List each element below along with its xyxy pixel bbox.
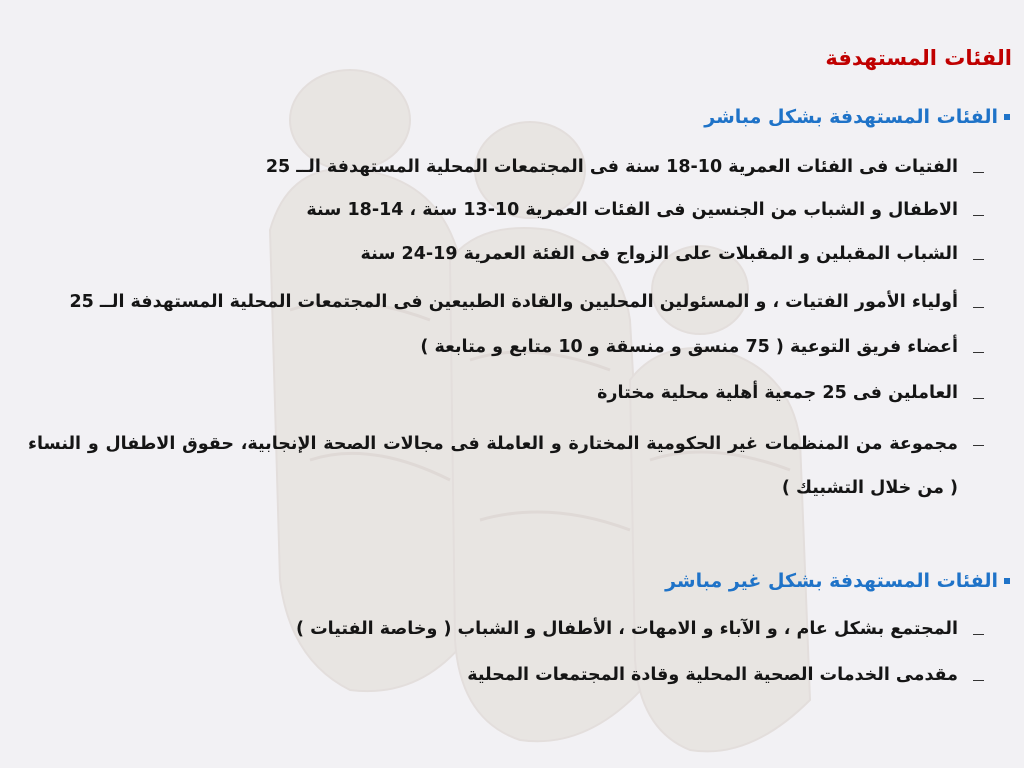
square-bullet-icon bbox=[1004, 114, 1010, 120]
list-item: مجموعة من المنظمات غير الحكومية المختارة و العاملة فى مجالات الصحة الإنجابية، حقوق الاطفال و النساء ( من خلال التشبيك ) bbox=[28, 434, 958, 498]
section-heading-indirect bbox=[665, 570, 1010, 592]
section-heading-label: الفئات المستهدفة بشكل مباشر bbox=[704, 106, 998, 128]
list-item: الشباب المقبلين و المقبلات على الزواج فى الفئة العمرية 19-24 سنة bbox=[360, 244, 958, 264]
square-bullet-icon bbox=[1004, 578, 1010, 584]
list-item: مقدمى الخدمات الصحية المحلية وقادة المجتمعات المحلية bbox=[467, 665, 958, 685]
slide-title: الفئات المستهدفة bbox=[825, 46, 1012, 70]
section-heading-label: الفئات المستهدفة بشكل غير مباشر bbox=[665, 570, 998, 592]
dash-bullet-icon bbox=[973, 634, 984, 635]
list-item: العاملين فى 25 جمعية أهلية محلية مختارة bbox=[597, 383, 958, 403]
list-item: المجتمع بشكل عام ، و الآباء و الامهات ، الأطفال و الشباب ( وخاصة الفتيات ) bbox=[295, 619, 958, 639]
dash-bullet-icon bbox=[973, 215, 984, 216]
dash-bullet-icon bbox=[973, 352, 984, 353]
list-item: أعضاء فريق التوعية ( 75 منسق و منسقة و 10 متابع و متابعة ) bbox=[420, 337, 958, 357]
list-item: الفتيات فى الفئات العمرية 10-18 سنة فى المجتمعات المحلية المستهدفة الــ 25 bbox=[265, 157, 958, 177]
dash-bullet-icon bbox=[973, 445, 984, 446]
list-item: أولياء الأمور الفتيات ، و المسئولين المحليين والقادة الطبيعين فى المجتمعات المحلية المستهدفة الــ 25 bbox=[69, 292, 958, 312]
dash-bullet-icon bbox=[973, 172, 984, 173]
dash-bullet-icon bbox=[973, 307, 984, 308]
dash-bullet-icon bbox=[973, 398, 984, 399]
section-heading-direct bbox=[704, 106, 1010, 128]
list-item: الاطفال و الشباب من الجنسين فى الفئات العمرية 10-13 سنة ، 14-18 سنة bbox=[306, 200, 958, 220]
dash-bullet-icon bbox=[973, 680, 984, 681]
dash-bullet-icon bbox=[973, 259, 984, 260]
